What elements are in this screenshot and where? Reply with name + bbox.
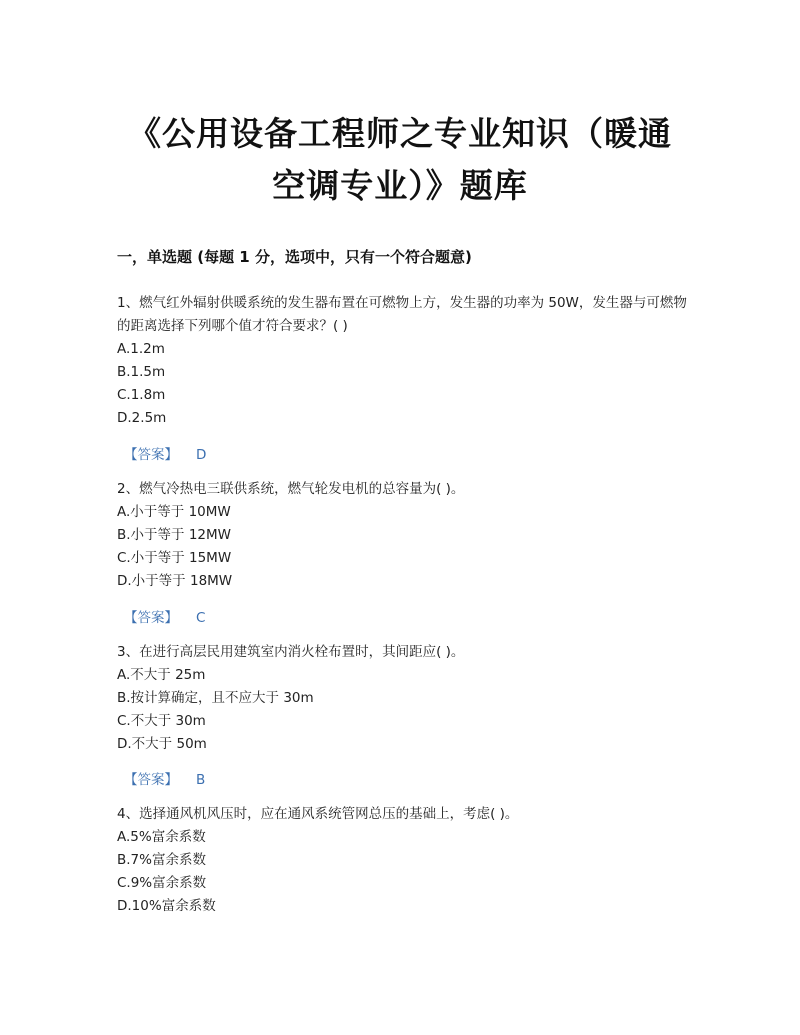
question-stem: 4、选择通风机风压时，应在通风系统管网总压的基础上，考虑( )。: [117, 806, 519, 822]
option-d: D.小于等于 18MW: [117, 573, 233, 589]
option-d: D.2.5m: [117, 410, 167, 426]
question-stem: 3、在进行高层民用建筑室内消火栓布置时，其间距应( )。: [117, 644, 465, 660]
answer-label: 【答案】: [124, 610, 178, 626]
answer-3: [124, 768, 205, 788]
option-b: B.7%富余系数: [117, 852, 206, 868]
option-a: A.不大于 25m: [117, 667, 206, 683]
title-line-1: 《公用设备工程师之专业知识（暖通: [128, 114, 672, 153]
option-a: A.5%富余系数: [117, 829, 206, 845]
answer-label: 【答案】: [124, 772, 178, 788]
option-c: C.1.8m: [117, 387, 166, 403]
answer-label: 【答案】: [124, 447, 178, 463]
option-c: C.9%富余系数: [117, 875, 207, 891]
question-3: [117, 641, 687, 756]
option-d: D.不大于 50m: [117, 736, 207, 752]
option-b: B.1.5m: [117, 364, 166, 380]
option-c: C.小于等于 15MW: [117, 550, 232, 566]
question-2: [117, 478, 687, 593]
question-stem: 2、燃气冷热电三联供系统，燃气轮发电机的总容量为( )。: [117, 481, 465, 497]
title-line-2: 空调专业）》题库: [272, 166, 528, 205]
option-c: C.不大于 30m: [117, 713, 206, 729]
question-stem: 1、燃气红外辐射供暖系统的发生器布置在可燃物上方，发生器的功率为 50W，发生器与可燃物的距离选择下列哪个值才符合要求？( ): [117, 295, 687, 334]
option-a: A.小于等于 10MW: [117, 504, 231, 520]
answer-2: [124, 606, 205, 626]
answer-letter: B: [196, 772, 206, 788]
option-b: B.小于等于 12MW: [117, 527, 232, 543]
answer-letter: D: [196, 447, 207, 463]
option-a: A.1.2m: [117, 341, 165, 357]
option-b: B.按计算确定，且不应大于 30m: [117, 690, 314, 706]
answer-1: [124, 443, 206, 463]
answer-letter: C: [196, 610, 206, 626]
document-title: [100, 108, 700, 212]
question-4: [117, 803, 687, 918]
option-d: D.10%富余系数: [117, 898, 216, 914]
section-heading: 一，单选题 (每题 1 分，选项中，只有一个符合题意): [117, 248, 472, 266]
question-1: [117, 292, 687, 430]
